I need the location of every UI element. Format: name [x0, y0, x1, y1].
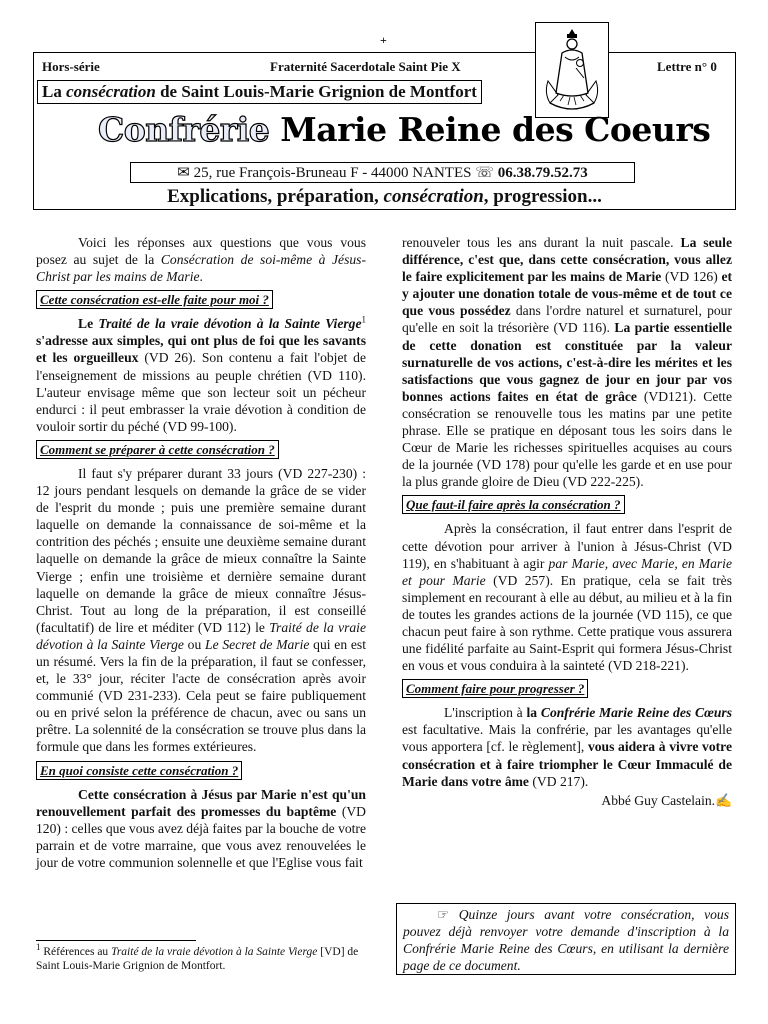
tagline: Explications, préparation, consécration, progression... — [167, 186, 602, 207]
address-bar — [130, 162, 635, 183]
question-5: Comment faire pour progresser ? — [402, 679, 588, 698]
madonna-image — [535, 22, 609, 118]
right-column — [402, 234, 732, 809]
question-3: En quoi consiste cette consécration ? — [36, 761, 242, 780]
header-subtitle: La consécration de Saint Louis-Marie Grignion de Montfort — [37, 80, 482, 104]
footnote: $^1$ Références au Traité de la vraie dévotion à la Sainte Vierge [VD] de Saint Louis-Marie Grignion de Montfort. — [36, 942, 359, 972]
registration-note — [396, 903, 736, 975]
note-text: Quinze jours avant votre consécration, vous pouvez déjà renvoyer votre demande d'inscription à la Confrérie Marie Reine des Cœurs, en utilisant la dernière page de ce document. — [403, 907, 729, 974]
phone-number: 06.38.79.52.73 — [497, 165, 588, 181]
answer-4: Après la consécration, il faut entrer dans l'esprit de cette dévotion pour arriver à l'union à Jésus-Christ (VD 119), en s'habituant à agir par Marie, avec Marie, en Marie et pour Marie (VD 257). En pratique, cela se fait très simplement en recourant à elle au début, au milieu et à la fin de toutes les grandes actions de la journée (VD 115), ce que chacun peut faire à son rythme. Cette pratique vous assurera une fidélité parfaite au Saint-Esprit qui formera Jésus-Christ en vous et vous conduira à la sainteté (VD 218-221). — [402, 521, 732, 674]
envelope-icon: ✉ — [177, 165, 190, 181]
publisher: Fraternité Sacerdotale Saint Pie X — [270, 59, 461, 74]
writing-hand-icon: ✍ — [715, 792, 732, 808]
answer-1: Le Traité de la vraie dévotion à la Sainte Vierge$^1$ s'adresse aux simples, qui ont plus de foi que les savants et les orgueilleux (VD 26). Son contenu a fait l'objet de l'enseignement de missions au peuple chrétien (VD 110). L'auteur envisage même que son lecteur soit un pécheur endurci : il peut embrasser la vraie dévotion à condition de vouloir sortir du péché (VD 99-100). — [36, 314, 366, 434]
intro-paragraph: Voici les réponses aux questions que vous vous posez au sujet de la Consécration de soi-même à Jésus-Christ par les mains de Marie. — [36, 235, 366, 285]
question-2: Comment se préparer à cette consécration ? — [36, 440, 279, 459]
question-4: Que faut-il faire après la consécration ? — [402, 495, 625, 514]
signature: Abbé Guy Castelain.✍ — [601, 792, 732, 808]
address-text: 25, rue François-Bruneau F - 44000 NANTES — [193, 165, 476, 181]
answer-3: Cette consécration à Jésus par Marie n'est qu'un renouvellement parfait des promesses du baptême (VD 120) : celles que vous avez déjà faites par la bouche de votre parrain et de votre marraine, que vous avez renouvelées le jour de votre communion solennelle et que l'Eglise vous fait — [36, 786, 366, 870]
answer-5: L'inscription à la Confrérie Marie Reine des Cœurs est facultative. Mais la confrérie, par les avantages qu'elle vous apportera [cf. le règlement], vous aidera à vivre votre consécration et à faire triompher le Cœur Immaculé de Marie dans votre âme (VD 217). — [402, 705, 732, 789]
continuation-paragraph: renouveler tous les ans durant la nuit pascale. La seule différence, c'est que, dans cette consécration, vous allez le faire explicitement par les mains de Marie (VD 126) et y ajouter une donation totale de vous-même et de tout ce que vous possédez dans l'ordre naturel et surnaturel, pour qu'elle en soit la trésorière (VD 116). La partie essentielle de cette donation est constituée par la valeur surnaturelle de vos actions, c'est-à-dire les mérites et les satisfactions que vous gagnez de jour en jour par vos bonnes actions faites en état de grâce (VD121). Cette consécration se renouvelle tous les matins par une petite phrase. Elle se pratique en déposant tous les soirs dans le Cœur de Marie les richesses spirituelles acquises au cours de la journée (VD 178) pour qu'elle les garde et en use pour la plus grande gloire de Dieu (VD 222-225). — [402, 235, 732, 490]
header-cross: + — [380, 33, 387, 47]
footnote-rule — [36, 940, 196, 941]
answer-2: Il faut s'y préparer durant 33 jours (VD 227-230) : 12 jours pendant lesquels on demande la grâce de se vider de l'esprit du monde ; puis une première semaine durant laquelle on demande la connaissance de soi-même et la contrition des péchés ; ensuite une deuxième semaine durant laquelle on demande la grâce de mieux connaître la Sainte Vierge ; enfin une troisième et dernière semaine durant laquelle on demande la grâce de mieux connaître Jésus-Christ. Tout au long de la préparation, il est conseillé (facultatif) de lire et méditer (VD 112) le Traité de la vraie dévotion à la Sainte Vierge ou Le Secret de Marie qui en est un résumé. Vers la fin de la préparation, il faut se confesser, et, le 33° jour, réciter l'acte de consécration après avoir communié (VD 231-233). Cela peut se faire publiquement ou en privé selon la préférence de chacun, avec ou sans un prêtre. La solennité de la consécration se trouve plus dans la formule que dans les formes extérieures. — [36, 465, 366, 755]
pointing-hand-icon: ☞ — [437, 907, 450, 922]
letter-number: Lettre n° 0 — [657, 59, 717, 74]
issue-type: Hors-série — [42, 59, 100, 74]
telephone-icon: ☏ — [475, 165, 494, 181]
left-column — [36, 234, 366, 871]
question-1: Cette consécration est-elle faite pour moi ? — [36, 290, 273, 309]
confrerie-title: Confrérie Marie Reine des Coeurs — [98, 110, 711, 149]
